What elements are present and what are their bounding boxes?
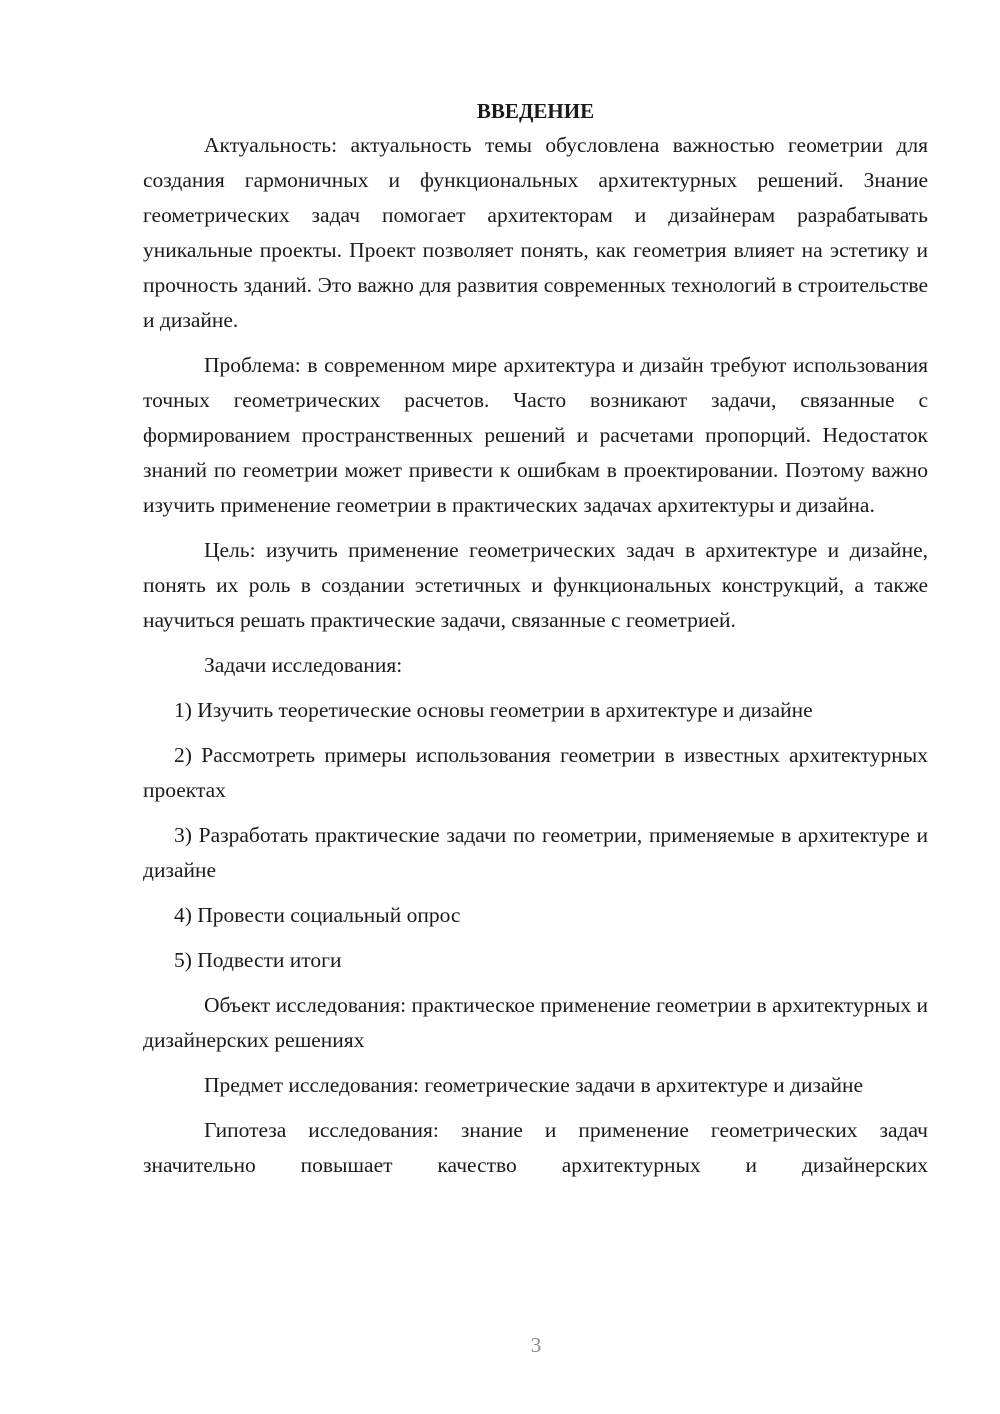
paragraph-relevance: Актуальность: актуальность темы обусловлена важностью геометрии для создания гармоничных и функциональных архитектурных решений. Знание геометрических задач помогает архитекторам и дизайнерам разрабатывать уникальные проекты. Проект позволяет понять, как геометрия влияет на эстетику и прочность зданий. Это важно для развития современных технологий в строительстве и дизайне. [143,133,928,332]
section-title: ВВЕДЕНИЕ [476,99,595,123]
paragraph-subject: Предмет исследования: геометрические задачи в архитектуре и дизайне [204,1073,864,1097]
task-item-1: 1) Изучить теоретические основы геометрии в архитектуре и дизайне [174,698,813,722]
task-item-3: 3) Разработать практические задачи по геометрии, применяемые в архитектуре и дизайне [143,823,928,882]
paragraph-goal: Цель: изучить применение геометрических задач в архитектуре и дизайне, понять их роль в создании эстетичных и функциональных конструкций, а также научиться решать практические задачи, связанные с геометрией. [143,538,928,632]
page-number: 3 [530,1333,542,1357]
task-item-2: 2) Рассмотреть примеры использования геометрии в известных архитектурных проектах [143,743,928,802]
task-item-5: 5) Подвести итоги [174,948,342,972]
document-page [143,94,928,1193]
paragraph-problem: Проблема: в современном мире архитектура и дизайн требуют использования точных геометрических расчетов. Часто возникают задачи, связанные с формированием пространственных решений и расчетами пропорций. Недостаток знаний по геометрии может привести к ошибкам в проектировании. Поэтому важно изучить применение геометрии в практических задачах архитектуры и дизайна. [143,353,928,517]
task-item-4: 4) Провести социальный опрос [174,903,461,927]
paragraph-hypothesis: Гипотеза исследования: знание и применение геометрических задач значительно повышает качество архитектурных и дизайнерских [143,1118,928,1177]
paragraph-object: Объект исследования: практическое применение геометрии в архитектурных и дизайнерских решениях [143,993,928,1052]
paragraph-tasks-heading: Задачи исследования: [204,653,403,677]
